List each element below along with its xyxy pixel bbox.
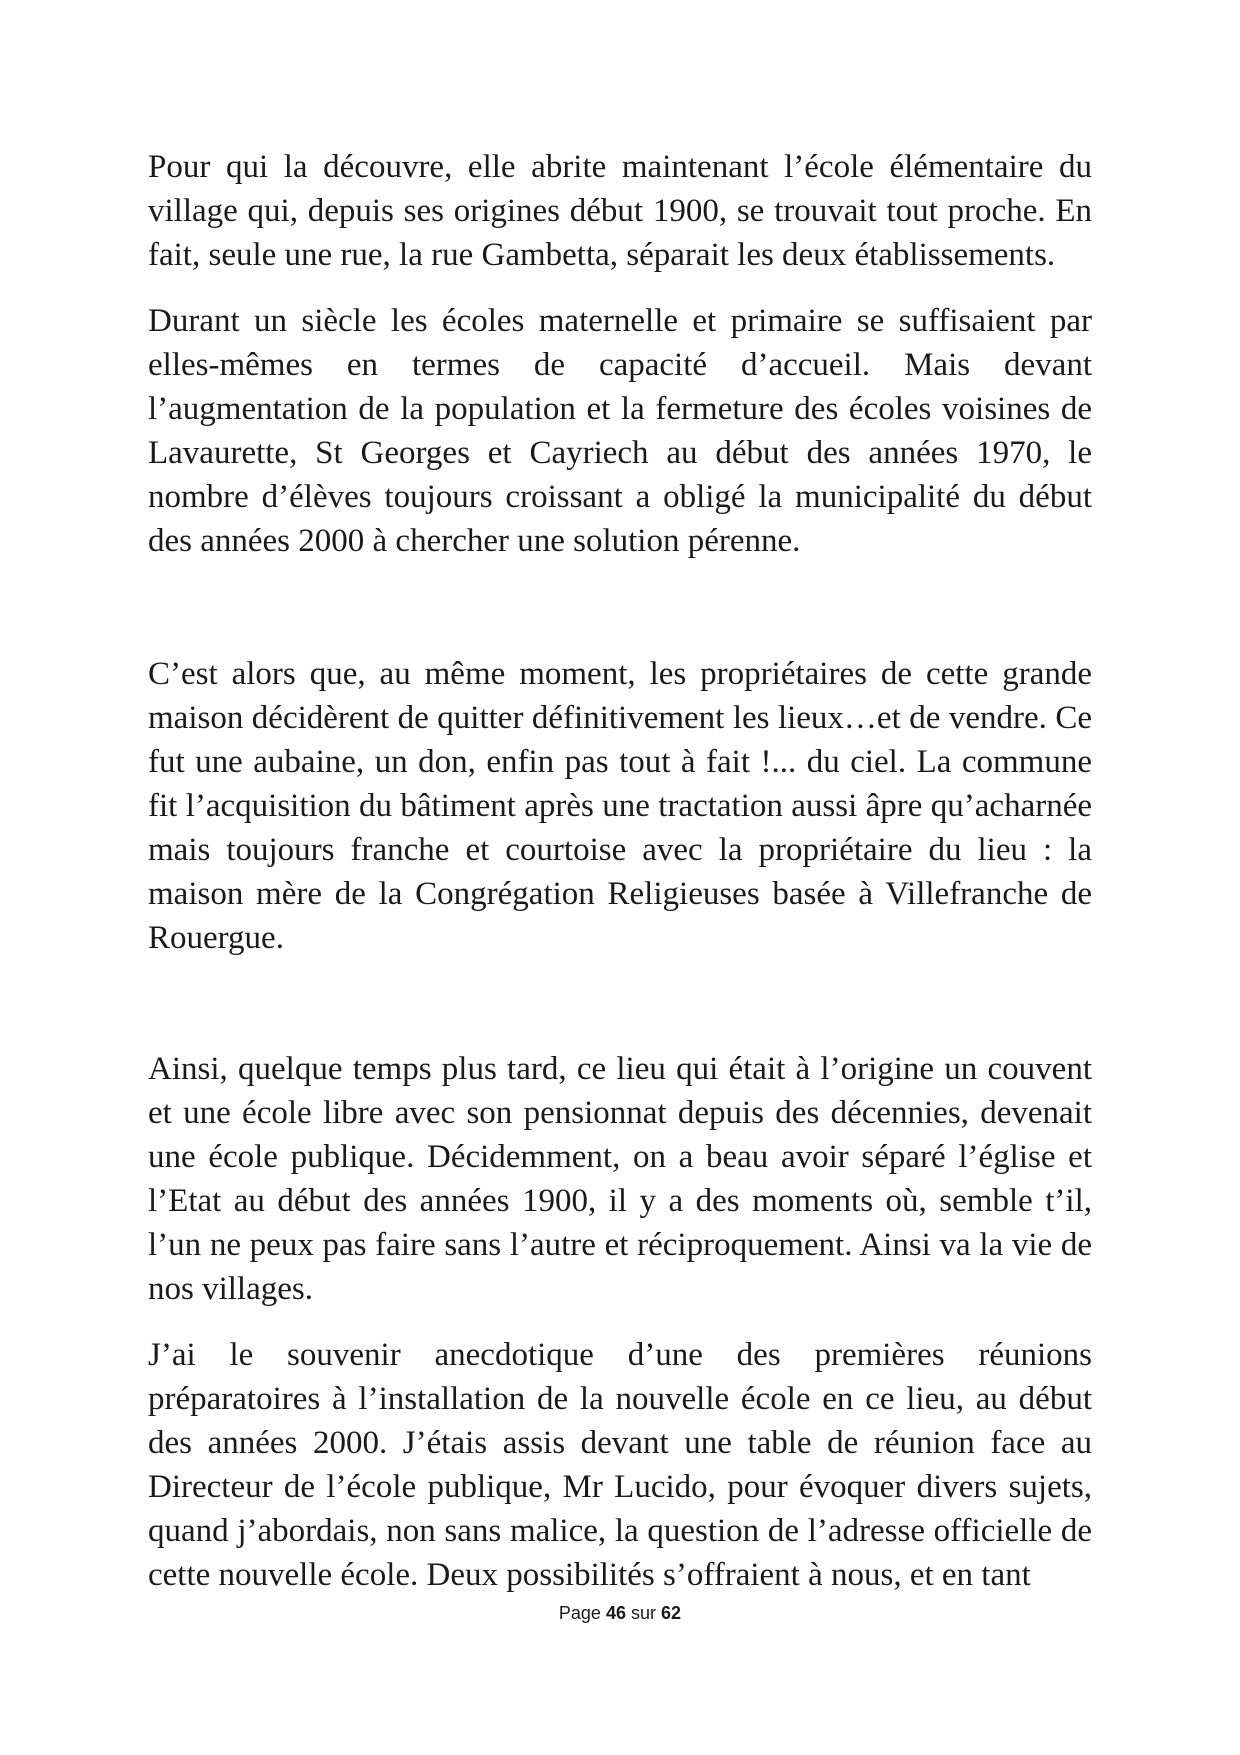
page-footer <box>0 1603 1240 1624</box>
paragraph-3: C’est alors que, au même moment, les propriétaires de cette grande maison décidèrent de quitter définitivement les lieux…et de vendre. Ce fut une aubaine, un don, enfin pas tout à fait !... du ciel. La commune fit l’acquisition du bâtiment après une tractation aussi âpre qu’acharnée mais toujours franche et courtoise avec la propriétaire du lieu : la maison mère de la Congrégation Religieuses basée à Villefranche de Rouergue. <box>148 656 1092 956</box>
total-pages-number: 62 <box>661 1603 682 1623</box>
paragraph-2: Durant un siècle les écoles maternelle et primaire se suffisaient par elles-mêmes en termes de capacité d’accueil. Mais devant l’augmentation de la population et la fermeture des écoles voisines de Lavaurette, St Georges et Cayriech au début des années 1970, le nombre d’élèves toujours croissant a obligé la municipalité du début des années 2000 à chercher une solution pérenne. <box>148 303 1092 559</box>
paragraph-1: Pour qui la découvre, elle abrite maintenant l’école élémentaire du village qui, depuis ses origines début 1900, se trouvait tout proche. En fait, seule une rue, la rue Gambetta, séparait les deux établissements. <box>148 149 1092 273</box>
paragraph-4: Ainsi, quelque temps plus tard, ce lieu qui était à l’origine un couvent et une école libre avec son pensionnat depuis des décennies, devenait une école publique. Décidemment, on a beau avoir séparé l’église et l’Etat au début des années 1900, il y a des moments où, semble t’il, l’un ne peux pas faire sans l’autre et réciproquement. Ainsi va la vie de nos villages. <box>148 1051 1092 1307</box>
current-page-number: 46 <box>605 1603 626 1623</box>
of-word: sur <box>631 1603 657 1623</box>
page-word: Page <box>558 1603 601 1623</box>
paragraph-5: J’ai le souvenir anecdotique d’une des premières réunions préparatoires à l’installation de la nouvelle école en ce lieu, au début des années 2000. J’étais assis devant une table de réunion face au Directeur de l’école publique, Mr Lucido, pour évoquer divers sujets, quand j’abordais, non sans malice, la question de l’adresse officielle de cette nouvelle école. Deux possibilités s’offraient à nous, et en tant <box>148 1337 1092 1593</box>
